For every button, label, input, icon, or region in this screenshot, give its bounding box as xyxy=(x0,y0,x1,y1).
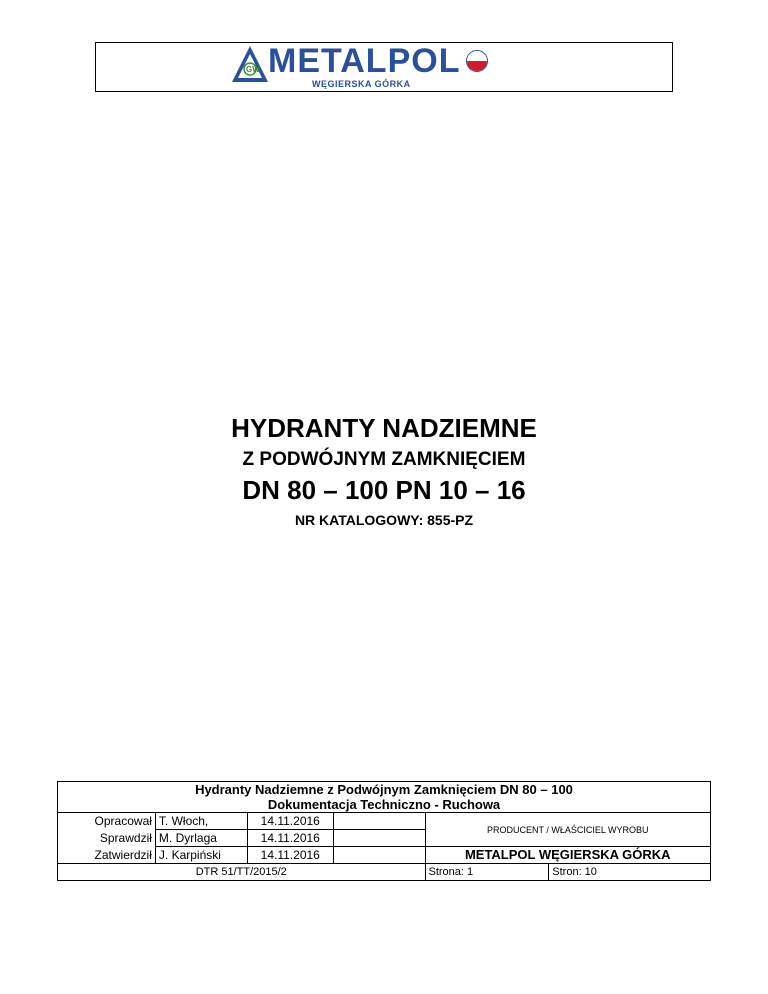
date-prepared: 14.11.2016 xyxy=(247,813,333,830)
title-block-table xyxy=(57,781,711,881)
metalpol-emblem-icon xyxy=(230,44,270,84)
emblem-letters: GW xyxy=(246,65,260,74)
empty-cell xyxy=(333,813,425,830)
logo-brand: METALPOL xyxy=(268,42,461,80)
dtr-number: DTR 51/TT/2015/2 xyxy=(58,864,426,881)
title-line-3: DN 80 – 100 PN 10 – 16 xyxy=(242,475,526,505)
poland-flag-icon xyxy=(466,50,488,72)
name-checked: M. Dyrlaga xyxy=(155,830,247,847)
producer-name: METALPOL WĘGIERSKA GÓRKA xyxy=(425,847,711,864)
logo-subtitle: WĘGIERSKA GÓRKA xyxy=(312,79,411,89)
role-approved: Zatwierdził xyxy=(58,847,156,864)
date-checked: 14.11.2016 xyxy=(247,830,333,847)
title-line-1: HYDRANTY NADZIEMNE xyxy=(231,413,537,443)
role-prepared: Opracował xyxy=(58,813,156,830)
catalog-number: NR KATALOGOWY: 855-PZ xyxy=(294,512,474,528)
footer-header-2: Dokumentacja Techniczno - Ruchowa xyxy=(58,798,711,813)
empty-cell xyxy=(333,830,425,847)
role-checked: Sprawdził xyxy=(58,830,156,847)
title-block xyxy=(0,412,768,530)
empty-cell xyxy=(333,847,425,864)
date-approved: 14.11.2016 xyxy=(247,847,333,864)
title-line-2: Z PODWÓJNYM ZAMKNIĘCIEM xyxy=(242,449,526,470)
producer-label: PRODUCENT / WŁAŚCICIEL WYROBU xyxy=(425,813,711,847)
name-approved: J. Karpiński xyxy=(155,847,247,864)
name-prepared: T. Włoch, xyxy=(155,813,247,830)
page-count: Stron: 10 xyxy=(549,864,711,881)
page-number: Strona: 1 xyxy=(425,864,549,881)
footer-header-1: Hydranty Nadziemne z Podwójnym Zamknięciem DN 80 – 100 xyxy=(58,782,711,799)
